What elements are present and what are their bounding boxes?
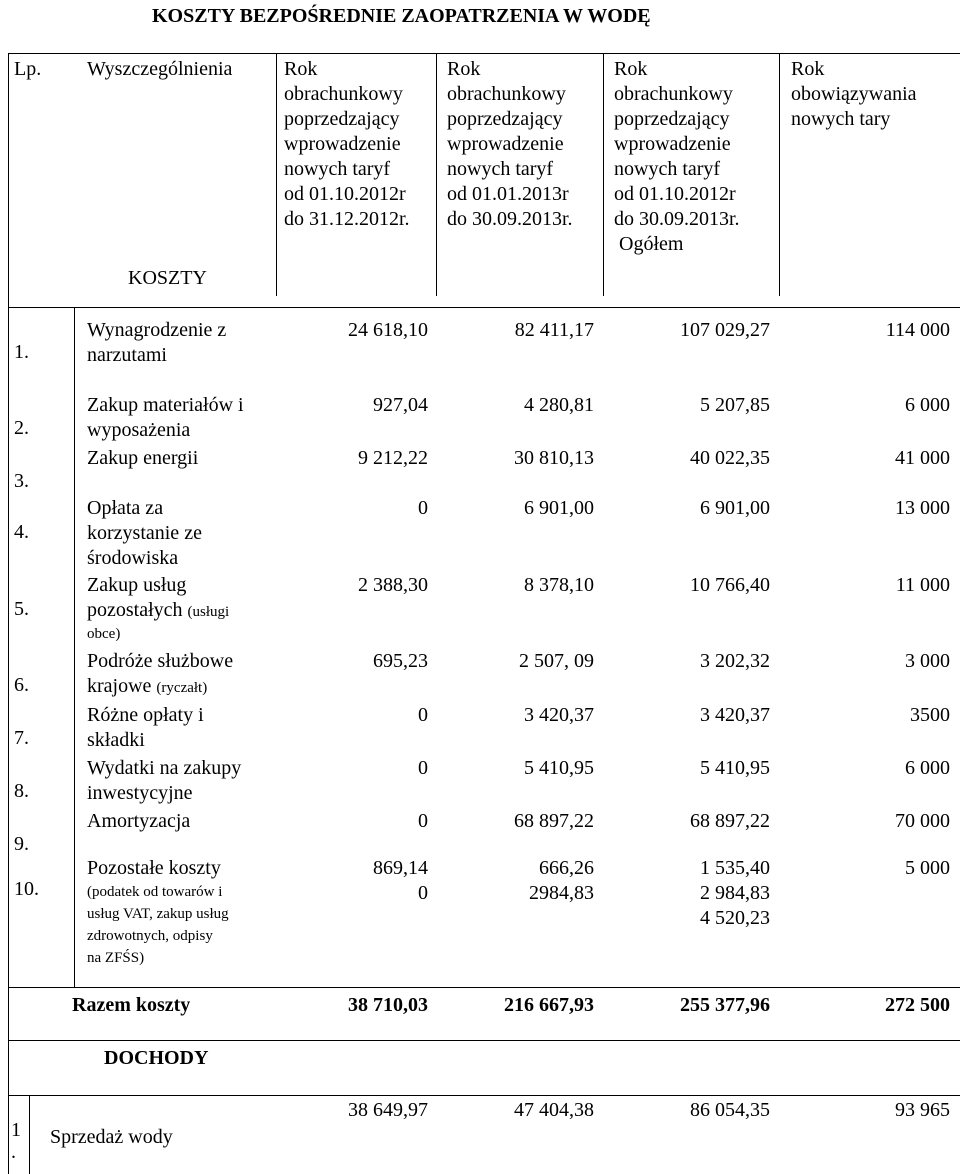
header-top-border xyxy=(8,53,960,54)
dochody-c4: 93 965 xyxy=(895,1099,950,1121)
row-2-c2: 4 280,81 xyxy=(524,394,594,416)
row-6-c4: 3 000 xyxy=(905,650,950,672)
row-7-c2: 3 420,37 xyxy=(524,704,594,726)
row-9-name: Amortyzacja xyxy=(87,810,191,832)
dochody-c2: 47 404,38 xyxy=(514,1099,594,1121)
row-8-c1: 0 xyxy=(418,757,428,779)
page-title: KOSZTY BEZPOŚREDNIE ZAOPATRZENIA W WODĘ xyxy=(152,5,651,27)
row-10-name: Pozostałe koszty (podatek od towarów i usług VAT, zakup usług zdrowotnych, odpisy na ZFŚS) xyxy=(87,857,229,966)
row-10-c3: 1 535,40 2 984,83 4 520,23 xyxy=(700,857,770,929)
row-8-lp: 8. xyxy=(14,780,29,802)
row-10-c1: 869,14 0 xyxy=(373,857,428,904)
header-col4: Rok obowiązywania nowych tary xyxy=(791,58,917,130)
total-bottom-border xyxy=(8,1040,960,1041)
dochody-row-top-border xyxy=(8,1095,960,1096)
header-divider-2 xyxy=(436,53,437,296)
row-3-c3: 40 022,35 xyxy=(690,447,770,469)
row-10-c2: 666,26 2984,83 xyxy=(529,857,594,904)
row-3-lp: 3. xyxy=(14,470,29,492)
row-2-lp: 2. xyxy=(14,417,29,439)
row-7-c4: 3500 xyxy=(910,704,950,726)
row-9-c2: 68 897,22 xyxy=(514,810,594,832)
row-7-c1: 0 xyxy=(418,704,428,726)
header-bottom-border xyxy=(8,307,960,308)
row-9-c3: 68 897,22 xyxy=(690,810,770,832)
dochody-left-border xyxy=(8,1040,9,1174)
row-5-c2: 8 378,10 xyxy=(524,574,594,596)
header-col1: Rok obrachunkowy poprzedzający wprowadzenie nowych taryf od 01.10.2012r do 31.12.2012r. xyxy=(284,58,410,230)
row-1-c3: 107 029,27 xyxy=(680,319,770,341)
row-6-name: Podróże służbowe krajowe (ryczałt) xyxy=(87,650,234,697)
row-9-c4: 70 000 xyxy=(895,810,950,832)
row-5-c4: 11 000 xyxy=(895,574,950,596)
row-7-lp: 7. xyxy=(14,727,29,749)
row-1-c1: 24 618,10 xyxy=(348,319,428,341)
header-lp: Lp. xyxy=(14,58,42,80)
total-c4: 272 500 xyxy=(885,994,950,1016)
header-wyszczegolnienie: Wyszczególnienia xyxy=(87,58,233,80)
total-label: Razem koszty xyxy=(72,994,191,1016)
row-3-name: Zakup energii xyxy=(87,447,199,469)
dochody-c3: 86 054,35 xyxy=(690,1099,770,1121)
dochody-lp-divider xyxy=(29,1095,30,1174)
total-left-border xyxy=(8,987,9,1040)
row-5-c3: 10 766,40 xyxy=(690,574,770,596)
row-6-lp: 6. xyxy=(14,674,29,696)
row-4-lp: 4. xyxy=(14,521,29,543)
row-2-c4: 6 000 xyxy=(905,394,950,416)
header-divider-1 xyxy=(276,53,277,296)
row-4-name: Opłata za korzystanie ze środowiska xyxy=(87,497,202,569)
row-8-name: Wydatki na zakupy inwestycyjne xyxy=(87,757,242,804)
row-9-c1: 0 xyxy=(418,810,428,832)
row-6-c3: 3 202,32 xyxy=(700,650,770,672)
row-3-c2: 30 810,13 xyxy=(514,447,594,469)
dochody-row-name: Sprzedaż wody xyxy=(50,1126,173,1148)
row-1-lp: 1. xyxy=(14,341,29,363)
total-c2: 216 667,93 xyxy=(504,994,594,1016)
total-c3: 255 377,96 xyxy=(680,994,770,1016)
row-4-c2: 6 901,00 xyxy=(524,497,594,519)
row-4-c4: 13 000 xyxy=(895,497,950,519)
row-1-c2: 82 411,17 xyxy=(514,319,594,341)
row-1-name: Wynagrodzenie z narzutami xyxy=(87,319,227,366)
header-col3: Rok obrachunkowy poprzedzający wprowadzenie nowych taryf od 01.10.2012r do 30.09.2013r. Ogółem xyxy=(614,58,740,255)
row-5-c1: 2 388,30 xyxy=(358,574,428,596)
row-6-c2: 2 507, 09 xyxy=(519,650,594,672)
row-4-c1: 0 xyxy=(418,497,428,519)
dochody-lp: 1 . xyxy=(11,1119,21,1163)
dochody-c1: 38 649,97 xyxy=(348,1099,428,1121)
row-3-c1: 9 212,22 xyxy=(358,447,428,469)
row-10-lp: 10. xyxy=(14,878,39,900)
header-left-border xyxy=(8,53,9,308)
header-koszty: KOSZTY xyxy=(128,267,207,289)
row-3-c4: 41 000 xyxy=(895,447,950,469)
row-5-lp: 5. xyxy=(14,598,29,620)
row-7-c3: 3 420,37 xyxy=(700,704,770,726)
row-9-lp: 9. xyxy=(14,833,29,855)
row-8-c3: 5 410,95 xyxy=(700,757,770,779)
body-divider-lp xyxy=(74,307,75,988)
row-7-name: Różne opłaty i składki xyxy=(87,704,204,751)
row-8-c2: 5 410,95 xyxy=(524,757,594,779)
row-1-c4: 114 000 xyxy=(885,319,950,341)
row-2-c1: 927,04 xyxy=(373,394,428,416)
header-col3-total: Ogółem xyxy=(619,233,684,255)
body-bottom-border xyxy=(8,987,960,988)
row-8-c4: 6 000 xyxy=(905,757,950,779)
row-2-name: Zakup materiałów i wyposażenia xyxy=(87,394,244,441)
total-c1: 38 710,03 xyxy=(348,994,428,1016)
row-2-c3: 5 207,85 xyxy=(700,394,770,416)
dochody-heading: DOCHODY xyxy=(104,1047,209,1069)
header-divider-4 xyxy=(779,53,780,296)
body-left-border xyxy=(8,307,9,988)
row-6-c1: 695,23 xyxy=(373,650,428,672)
row-4-c3: 6 901,00 xyxy=(700,497,770,519)
header-divider-3 xyxy=(603,53,604,296)
row-5-name: Zakup usług pozostałych (usługi obce) xyxy=(87,574,230,642)
header-col2: Rok obrachunkowy poprzedzający wprowadzenie nowych taryf od 01.01.2013r do 30.09.2013r. xyxy=(447,58,573,230)
row-10-c4: 5 000 xyxy=(905,857,950,879)
